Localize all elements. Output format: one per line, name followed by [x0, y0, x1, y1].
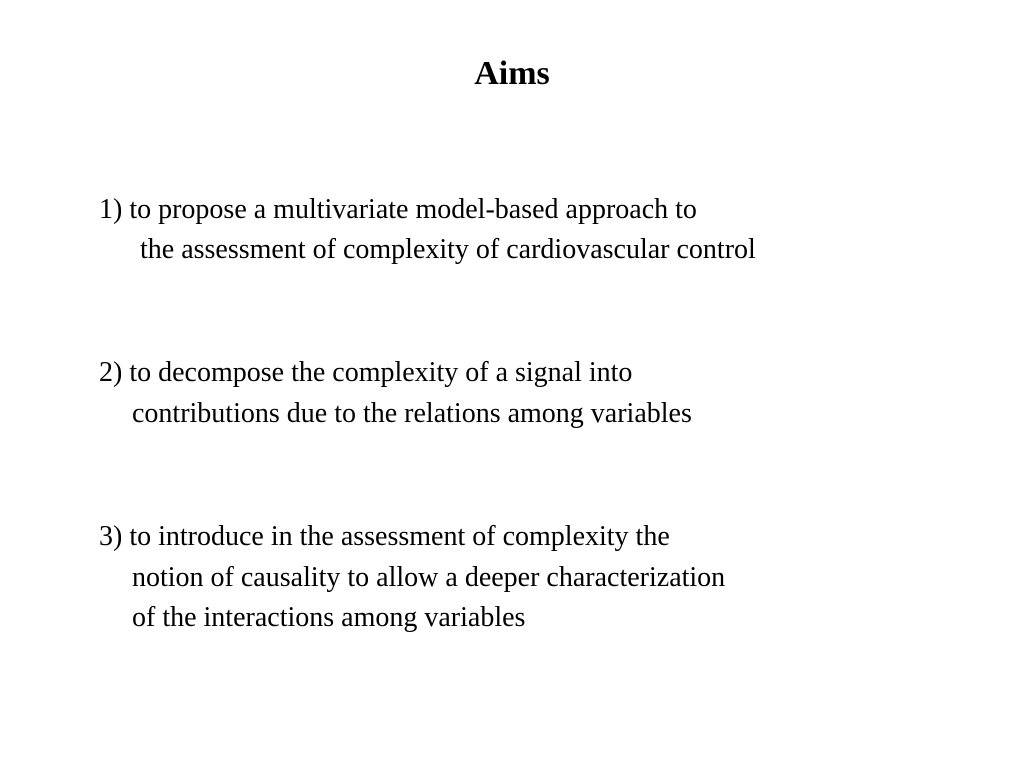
aim-1-line-2: the assessment of complexity of cardiovascular control [140, 234, 756, 265]
aim-3-line-3: of the interactions among variables [132, 602, 526, 633]
aim-3-line-2: notion of causality to allow a deeper characterization [132, 562, 726, 593]
slide-title: Aims [474, 55, 550, 92]
aim-1-line-1: 1) to propose a multivariate model-based approach to [99, 194, 697, 225]
aim-3-line-1: 3) to introduce in the assessment of complexity the [99, 521, 670, 552]
aim-2-line-1: 2) to decompose the complexity of a signal into [99, 357, 633, 388]
aim-2-line-2: contributions due to the relations among variables [132, 398, 692, 429]
